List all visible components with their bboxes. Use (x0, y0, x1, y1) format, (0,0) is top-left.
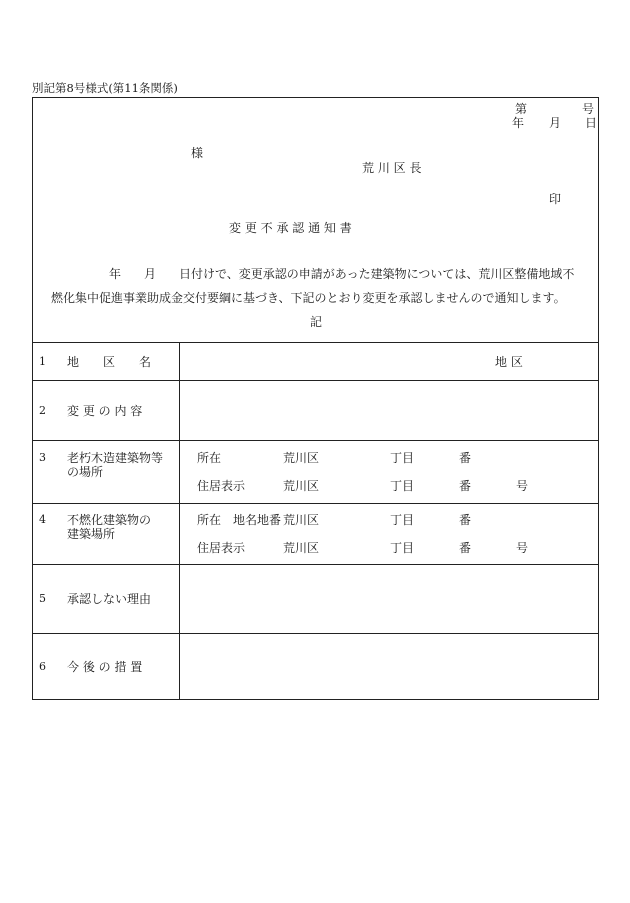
chome-label: 丁目 (390, 479, 415, 493)
row-divider (33, 633, 598, 634)
column-divider (179, 342, 180, 699)
row-divider (33, 564, 598, 565)
row-number: 3 (39, 451, 46, 464)
date-month: 月 (549, 116, 562, 130)
ban-label: 番 (459, 541, 472, 555)
ward-label: 荒川区 (283, 451, 320, 465)
table-top-border (33, 342, 598, 343)
row-number: 2 (39, 404, 46, 417)
ward-label: 荒川区 (283, 541, 320, 555)
row-label-line2: 建築場所 (67, 527, 116, 541)
form-label: 別記第8号様式(第11条関係) (32, 81, 178, 95)
row-label: 地 区 名 (67, 355, 152, 369)
body-line1: 日付けで、変更承認の申請があった建築物については、荒川区整備地域不 (179, 267, 575, 281)
address-label: 住居表示 (197, 541, 246, 555)
row-divider (33, 503, 598, 504)
date-year: 年 (512, 116, 525, 130)
body-month: 月 (144, 267, 157, 281)
row-label: 今 後 の 措 置 (67, 660, 143, 674)
document-title: 変 更 不 承 認 通 知 書 (229, 221, 352, 235)
sender-name: 荒 川 区 長 (362, 161, 422, 175)
notice-form-frame (32, 97, 599, 700)
chome-label: 丁目 (390, 541, 415, 555)
addressee-honorific: 様 (191, 146, 204, 160)
row-number: 4 (39, 513, 46, 526)
address-label: 住居表示 (197, 479, 246, 493)
go-label: 号 (516, 479, 529, 493)
date-day: 日 (585, 116, 598, 130)
chome-label: 丁目 (390, 513, 415, 527)
row-label-line2: の場所 (67, 465, 104, 479)
body-line2: 燃化集中促進事業助成金交付要綱に基づき、下記のとおり変更を承認しませんので通知します。 (51, 291, 566, 305)
doc-number-suffix: 号 (582, 102, 595, 116)
district-suffix: 地 区 (495, 355, 523, 369)
ward-label: 荒川区 (283, 513, 320, 527)
doc-number-prefix: 第 (515, 102, 528, 116)
row-number: 1 (39, 355, 46, 368)
row-label: 承認しない理由 (67, 592, 152, 606)
row-label-line1: 老朽木造建築物等 (67, 451, 164, 465)
ban-label: 番 (459, 479, 472, 493)
chome-label: 丁目 (390, 451, 415, 465)
ban-label: 番 (459, 513, 472, 527)
location-label: 所在 (197, 451, 222, 465)
row-number: 6 (39, 660, 46, 673)
row-label: 変 更 の 内 容 (67, 404, 143, 418)
body-year: 年 (109, 267, 122, 281)
ban-label: 番 (459, 451, 472, 465)
seal-mark: 印 (549, 192, 562, 206)
row-divider (33, 440, 598, 441)
location-lot-label: 所在 地名地番 (197, 513, 282, 527)
ki-mark: 記 (310, 315, 323, 329)
row-label-line1: 不燃化建築物の (67, 513, 152, 527)
go-label: 号 (516, 541, 529, 555)
row-number: 5 (39, 592, 46, 605)
ward-label: 荒川区 (283, 479, 320, 493)
row-divider (33, 380, 598, 381)
